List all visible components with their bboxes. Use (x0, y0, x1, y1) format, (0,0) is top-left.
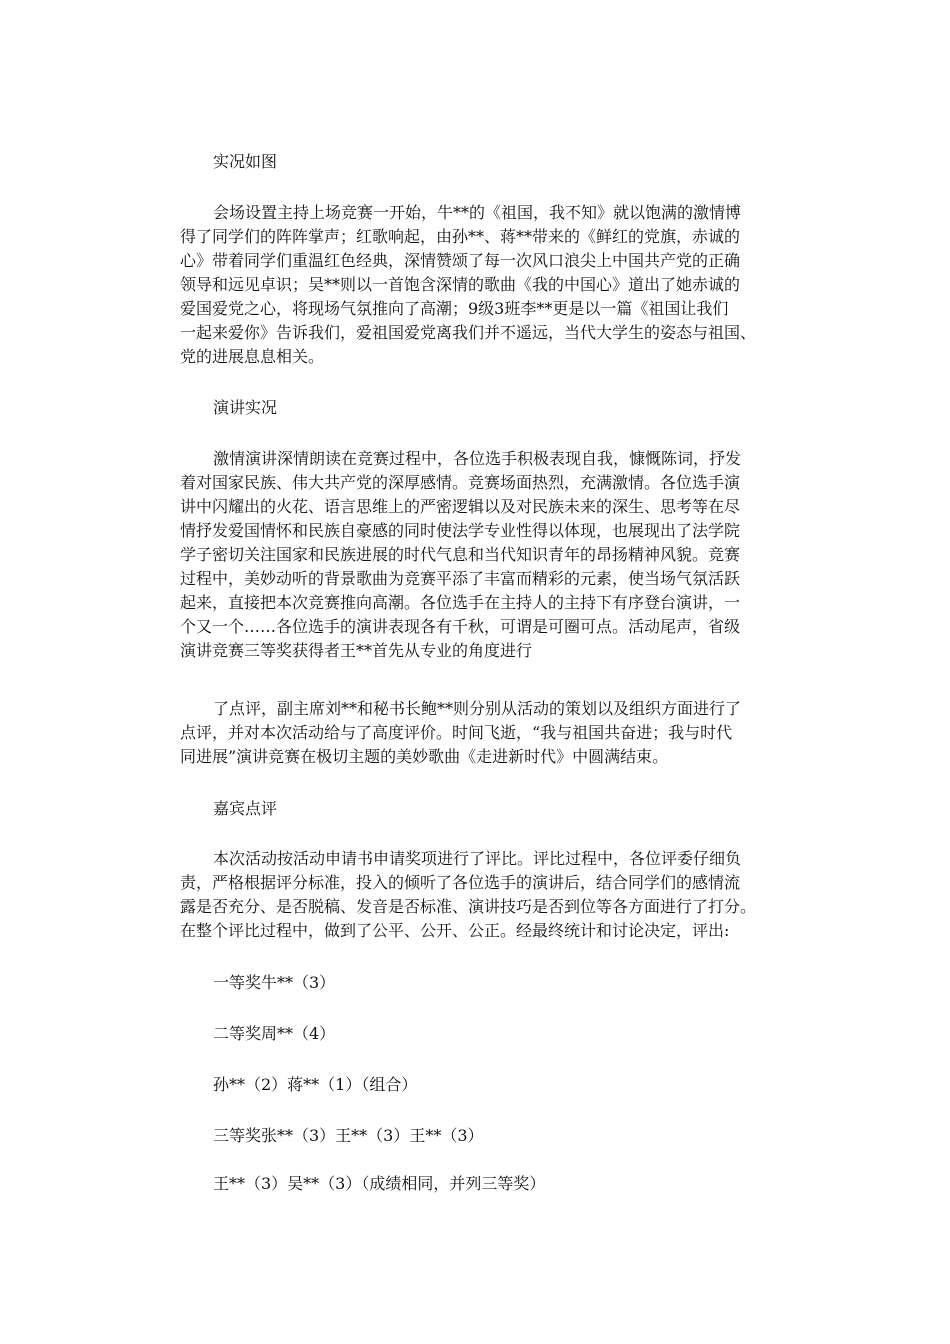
paragraph-line: 个又一个……各位选手的演讲表现各有千秋，可谓是可圈可点。活动尾声，省级 (180, 617, 741, 636)
paragraph-line: 过程中，美妙动听的背景歌曲为竞赛平添了丰富而精彩的元素，使当场气氛活跃 (180, 569, 741, 588)
award-item: 王**（3）吴**（3）（成绩相同，并列三等奖） (213, 1174, 546, 1193)
paragraph-line: 本次活动按活动申请书申请奖项进行了评比。评比过程中，各位评委仔细负 (213, 849, 742, 868)
paragraph-line: 学子密切关注国家和民族进展的时代气息和当代知识青年的昂扬精神风貌。竞赛 (180, 545, 741, 564)
paragraph-line: 讲中闪耀出的火花、语言思维上的严密逻辑以及对民族未来的深生、思考等在尽 (180, 497, 741, 516)
paragraph-line: 同进展”演讲竞赛在极切主题的美妙歌曲《走进新时代》中圆满结束。 (180, 747, 669, 766)
paragraph-line: 露是否充分、是否脱稿、发音是否标准、演讲技巧是否到位等各方面进行了打分。 (180, 897, 757, 916)
paragraph-line: 在整个评比过程中，做到了公平、公开、公正。经最终统计和讨论决定，评出: (180, 921, 730, 940)
paragraph-line: 责，严格根据评分标准，投入的倾听了各位选手的演讲后，结合同学们的感情流 (180, 873, 741, 892)
paragraph-line: 党的进展息息相关。 (180, 347, 325, 366)
paragraph-line: 一起来爱你》告诉我们，爱祖国爱党离我们并不遥远，当代大学生的姿态与祖国、 (180, 323, 757, 342)
paragraph-line: 心》带着同学们重温红色经典，深情赞颂了每一次风口浪尖上中国共产党的正确 (180, 251, 741, 270)
section-heading-review: 嘉宾点评 (213, 799, 278, 818)
paragraph-line: 会场设置主持上场竞赛一开始，牛**的《祖国，我不知》就以饱满的激情博 (213, 203, 742, 222)
paragraph-line: 领导和远见卓识；吴**则以一首饱含深情的歌曲《我的中国心》道出了她赤诚的 (180, 275, 741, 294)
paragraph-line: 了点评，副主席刘**和秘书长鲍**则分别从活动的策划以及组织方面进行了 (213, 699, 742, 718)
paragraph-line: 得了同学们的阵阵掌声；红歌响起，由孙**、蒋**带来的《鲜红的党旗，赤诚的 (180, 227, 741, 246)
paragraph-line: 演讲竞赛三等奖获得者王**首先从专业的角度进行 (180, 641, 533, 660)
paragraph-line: 起来，直接把本次竞赛推向高潮。各位选手在主持人的主持下有序登台演讲，一 (180, 593, 741, 612)
section-heading-scene: 实况如图 (213, 152, 278, 171)
paragraph-line: 激情演讲深情朗读在竞赛过程中，各位选手积极表现自我，慷慨陈词，抒发 (213, 449, 742, 468)
award-item: 一等奖牛**（3） (213, 973, 336, 992)
paragraph-line: 点评，并对本次活动给与了高度评价。时间飞逝，“我与祖国共奋进；我与时代 (180, 723, 733, 742)
award-item: 三等奖张**（3）王**（3）王**（3） (213, 1126, 484, 1145)
paragraph-line: 爱国爱党之心，将现场气氛推向了高潮；9级3班李**更是以一篇《祖国让我们 (180, 299, 729, 318)
paragraph-line: 情抒发爱国情怀和民族自豪感的同时使法学专业性得以体现，也展现出了法学院 (180, 521, 741, 540)
award-item: 二等奖周**（4） (213, 1024, 336, 1043)
award-item: 孙**（2）蒋**（1）（组合） (213, 1075, 418, 1094)
paragraph-line: 着对国家民族、伟大共产党的深厚感情。竞赛场面热烈，充满激情。各位选手演 (180, 473, 741, 492)
section-heading-speech: 演讲实况 (213, 398, 278, 417)
